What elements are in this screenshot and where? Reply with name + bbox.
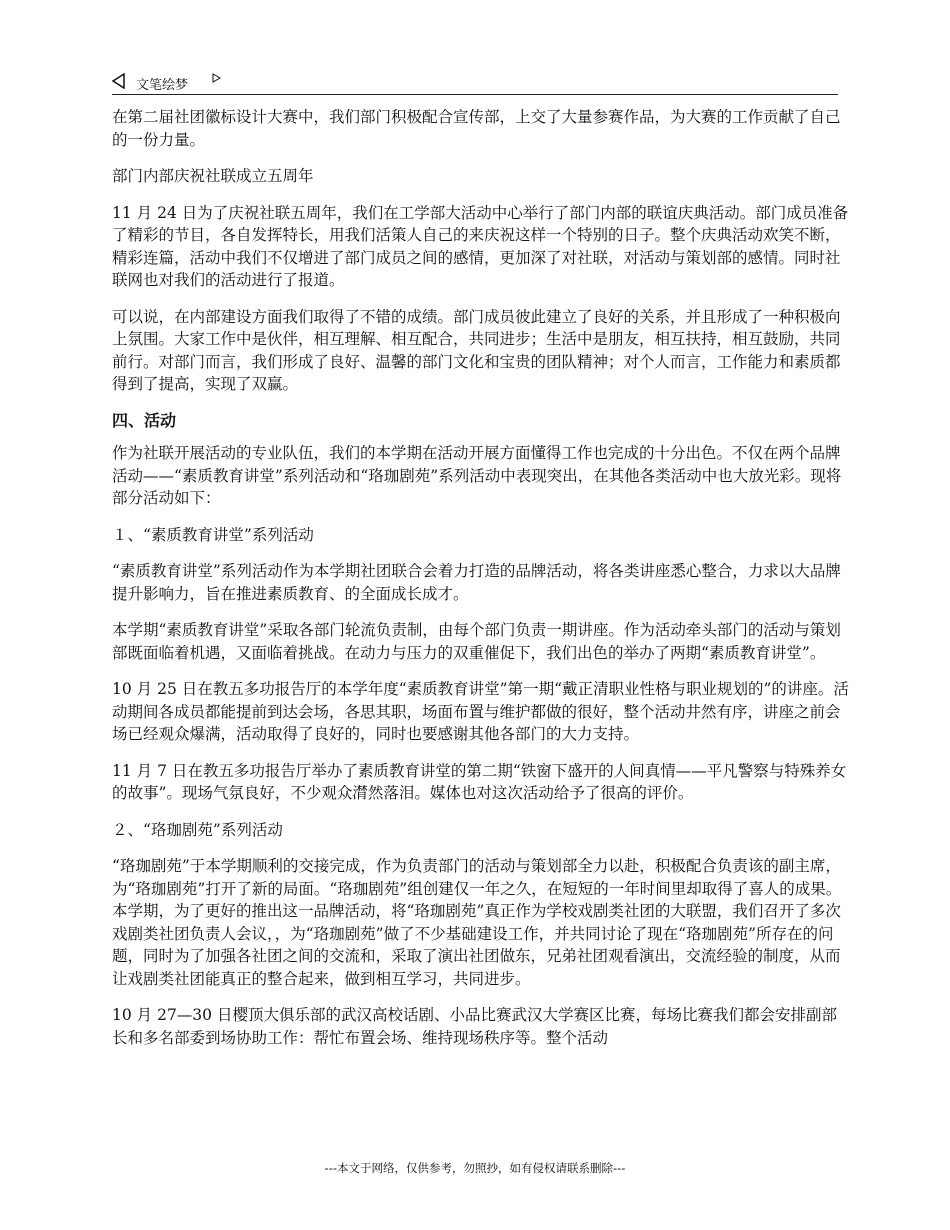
document-body	[112, 106, 852, 1063]
paragraph: 11 月 7 日在教五多功报告厅举办了素质教育讲堂的第二期“铁窗下盛开的人间真情——平凡警察与特殊养女的故事”。现场气氛良好，不少观众潸然落泪。媒体也对这次活动给予了很高的评价。	[112, 761, 847, 802]
paragraph: 可以说，在内部建设方面我们取得了不错的成绩。部门成员彼此建立了良好的关系，并且形成了一种积极向上氛围。大家工作中是伙伴，相互理解、相互配合，共同进步；生活中是朋友，相互扶持，相互鼓励，共同前行。对部门而言，我们形成了良好、温馨的部门文化和宝贵的团队精神；对个人而言，工作能力和素质都得到了提高，实现了双赢。	[112, 307, 841, 393]
paragraph: 在第二届社团徽标设计大赛中，我们部门积极配合宣传部，上交了大量参赛作品，为大赛的工作贡献了自己的一份力量。	[112, 108, 841, 149]
subsection-heading: ２、“珞珈剧苑”系列活动	[112, 820, 283, 839]
page-header	[112, 70, 838, 95]
paragraph: 11 月 24 日为了庆祝社联五周年，我们在工学部大活动中心举行了部门内部的联谊庆典活动。部门成员准备了精彩的节目，各自发挥特长，用我们活策人自己的来庆祝这样一个特别的日子。整个庆典活动欢笑不断，精彩连篇，活动中我们不仅增进了部门成员之间的感情，更加深了对社联，对活动与策划部的感情。同时社联网也对我们的活动进行了报道。	[112, 203, 849, 289]
paragraph: “珞珈剧苑”于本学期顺利的交接完成，作为负责部门的活动与策划部全力以赴，积极配合负责该的副主席，为“珞珈剧苑”打开了新的局面。“珞珈剧苑”组创建仅一年之久，在短短的一年时间里却取得了喜人的成果。本学期，为了更好的推出这一品牌活动，将“珞珈剧苑”真正作为学校戏剧类社团的大联盟，我们召开了多次戏剧类社团负责人会议，，为“珞珈剧苑”做了不少基础建设工作，并共同讨论了现在“珞珈剧苑”所存在的问题，同时为了加强各社团之间的交流和，采取了演出社团做东，兄弟社团观看演出，交流经验的制度，从而让戏剧类社团能真正的整合起来，做到相互学习，共同进步。	[112, 857, 842, 988]
paragraph: 10 月 25 日在教五多功报告厅的本学年度“素质教育讲堂”第一期“戴正清职业性格与职业规划的”的讲座。活动期间各成员都能提前到达会场，各思其职，场面布置与维护都做的很好，整个活动井然有序，讲座之前会场已经观众爆满，活动取得了良好的，同时也要感谢其他各部门的大力支持。	[112, 680, 849, 743]
section-heading: 四、活动	[112, 410, 177, 430]
triangle-left-icon	[112, 73, 126, 93]
subsection-heading: １、“素质教育讲堂”系列活动	[112, 525, 314, 544]
footer-disclaimer: ---本文于网络，仅供参考，勿照抄，如有侵权请联系删除---	[324, 1161, 626, 1175]
paragraph: “素质教育讲堂”系列活动作为本学期社团联合会着力打造的品牌活动，将各类讲座悉心整合，力求以大品牌提升影响力，旨在推进素质教育、的全面成长成才。	[112, 562, 841, 603]
triangle-right-icon	[212, 72, 221, 87]
paragraph: 10 月 27—30 日樱顶大俱乐部的武汉高校话剧、小品比赛武汉大学赛区比赛，每场比赛我们都会安排副部长和多名部委到场协助工作：帮忙布置会场、维持现场秩序等。整个活动	[112, 1006, 837, 1047]
paragraph: 本学期“素质教育讲堂”采取各部门轮流负责制，由每个部门负责一期讲座。作为活动牵头部门的活动与策划部既面临着机遇，又面临着挑战。在动力与压力的双重催促下，我们出色的举办了两期“素质教育讲堂”。	[112, 621, 841, 662]
section-subtitle: 部门内部庆祝社联成立五周年	[112, 167, 314, 185]
paragraph: 作为社联开展活动的专业队伍，我们的本学期在活动开展方面懂得工作也完成的十分出色。不仅在两个品牌活动——“素质教育讲堂”系列活动和“珞珈剧苑”系列活动中表现突出，在其他各类活动中也大放光彩。现将部分活动如下：	[112, 444, 842, 507]
brand-label: 文笔绘梦	[136, 78, 189, 93]
